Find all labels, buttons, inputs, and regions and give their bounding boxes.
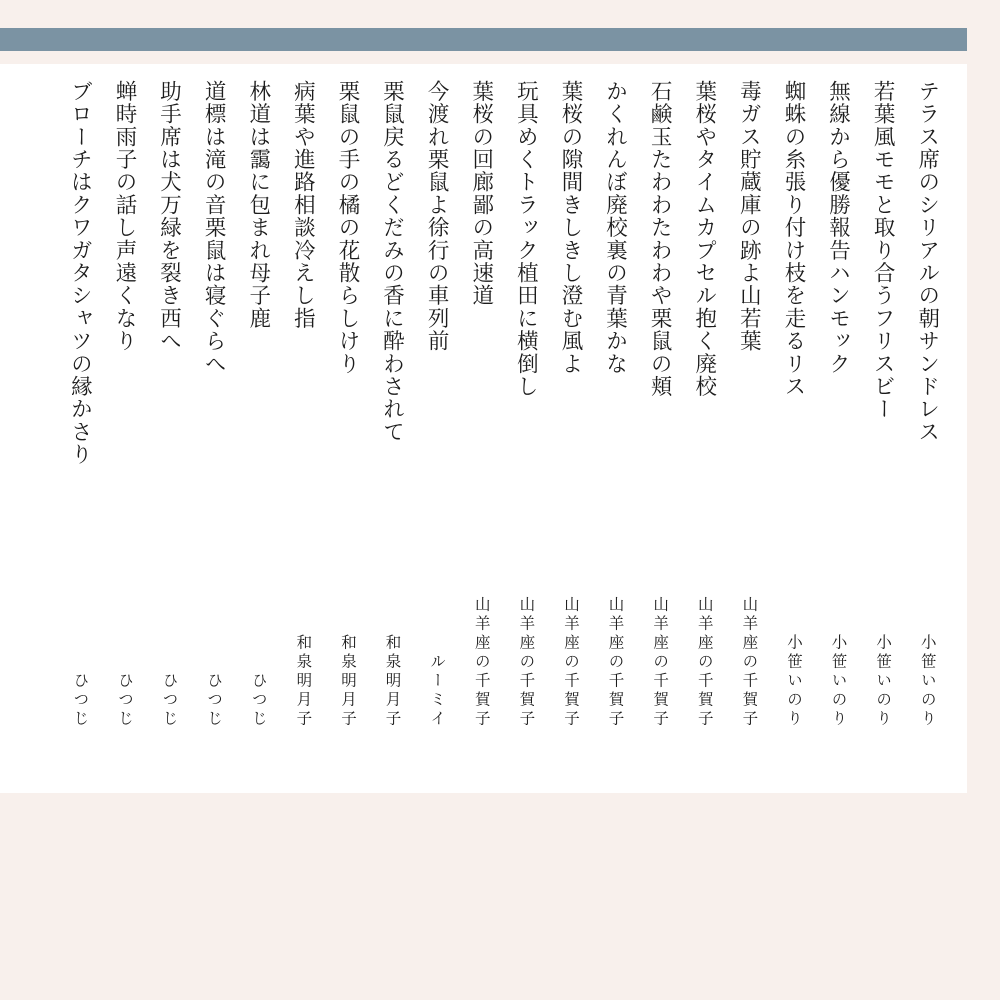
haiku-text: 石鹸玉たわわたわわや栗鼠の頬 (647, 80, 673, 398)
haiku-text: 葉桜の隙間きしきし澄む風よ (557, 80, 583, 376)
haiku-author: 和泉明月子 (338, 634, 357, 729)
haiku-author: ひつじ (160, 672, 179, 729)
haiku-author: 山羊座の千賀子 (472, 596, 491, 729)
haiku-entry (236, 64, 280, 793)
header-bar (0, 28, 967, 51)
haiku-entry (58, 64, 102, 793)
haiku-author: ひつじ (249, 672, 268, 729)
haiku-author: ひつじ (71, 672, 90, 729)
haiku-text: テラス席のシリアルの朝サンドレス (914, 80, 940, 444)
haiku-text: 今渡れ栗鼠よ徐行の車列前 (424, 80, 450, 353)
haiku-entry (370, 64, 414, 793)
haiku-entry (905, 64, 949, 793)
haiku-text: ブローチはクワガタシャツの縁かさり (67, 80, 93, 466)
haiku-entry (281, 64, 325, 793)
haiku-author: ルーミイ (428, 653, 447, 729)
haiku-author: 小笹いのり (918, 634, 937, 729)
haiku-entry (860, 64, 904, 793)
haiku-author: 山羊座の千賀子 (651, 596, 670, 729)
haiku-text: 林道は靄に包まれ母子鹿 (245, 80, 271, 330)
haiku-author: ひつじ (205, 672, 224, 729)
haiku-text: 助手席は犬万緑を裂き西へ (156, 80, 182, 353)
haiku-entry (727, 64, 771, 793)
haiku-entry (637, 64, 681, 793)
haiku-author: 小笹いのり (874, 634, 893, 729)
haiku-text: 道標は滝の音栗鼠は寝ぐらへ (201, 80, 227, 376)
haiku-entry (102, 64, 146, 793)
haiku-author: 山羊座の千賀子 (517, 596, 536, 729)
haiku-entry (682, 64, 726, 793)
haiku-entry (771, 64, 815, 793)
haiku-author: ひつじ (115, 672, 134, 729)
haiku-text: 葉桜やタイムカプセル抱く廃校 (691, 80, 717, 398)
haiku-author: 和泉明月子 (383, 634, 402, 729)
haiku-text: 玩具めくトラック植田に横倒し (513, 80, 539, 398)
haiku-text: かくれんぼ廃校裏の青葉かな (602, 80, 628, 376)
haiku-author: 小笹いのり (829, 634, 848, 729)
haiku-text: 蝉時雨子の話し声遠くなり (111, 80, 137, 353)
haiku-text: 無線から優勝報告ハンモック (825, 80, 851, 376)
haiku-entry (414, 64, 458, 793)
haiku-entry (816, 64, 860, 793)
haiku-entry (593, 64, 637, 793)
haiku-text: 毒ガス貯蔵庫の跡よ山若葉 (736, 80, 762, 353)
haiku-list (0, 64, 967, 793)
haiku-text: 葉桜の回廊鄙の高速道 (468, 80, 494, 307)
haiku-entry (504, 64, 548, 793)
haiku-entry (147, 64, 191, 793)
haiku-entry (459, 64, 503, 793)
haiku-author: 山羊座の千賀子 (606, 596, 625, 729)
haiku-author: 山羊座の千賀子 (561, 596, 580, 729)
haiku-author: 山羊座の千賀子 (740, 596, 759, 729)
haiku-text: 若葉風モモと取り合うフリスビー (870, 80, 896, 421)
haiku-text: 病葉や進路相談冷えし指 (290, 80, 316, 330)
haiku-text: 蜘蛛の糸張り付け枝を走るリス (780, 80, 806, 398)
haiku-entry (191, 64, 235, 793)
haiku-author: 和泉明月子 (294, 634, 313, 729)
haiku-author: 小笹いのり (784, 634, 803, 729)
haiku-text: 栗鼠戻るどくだみの香に酔わされて (379, 80, 405, 444)
haiku-author: 山羊座の千賀子 (695, 596, 714, 729)
haiku-text: 栗鼠の手の橘の花散らしけり (334, 80, 360, 376)
haiku-entry (548, 64, 592, 793)
haiku-entry (325, 64, 369, 793)
